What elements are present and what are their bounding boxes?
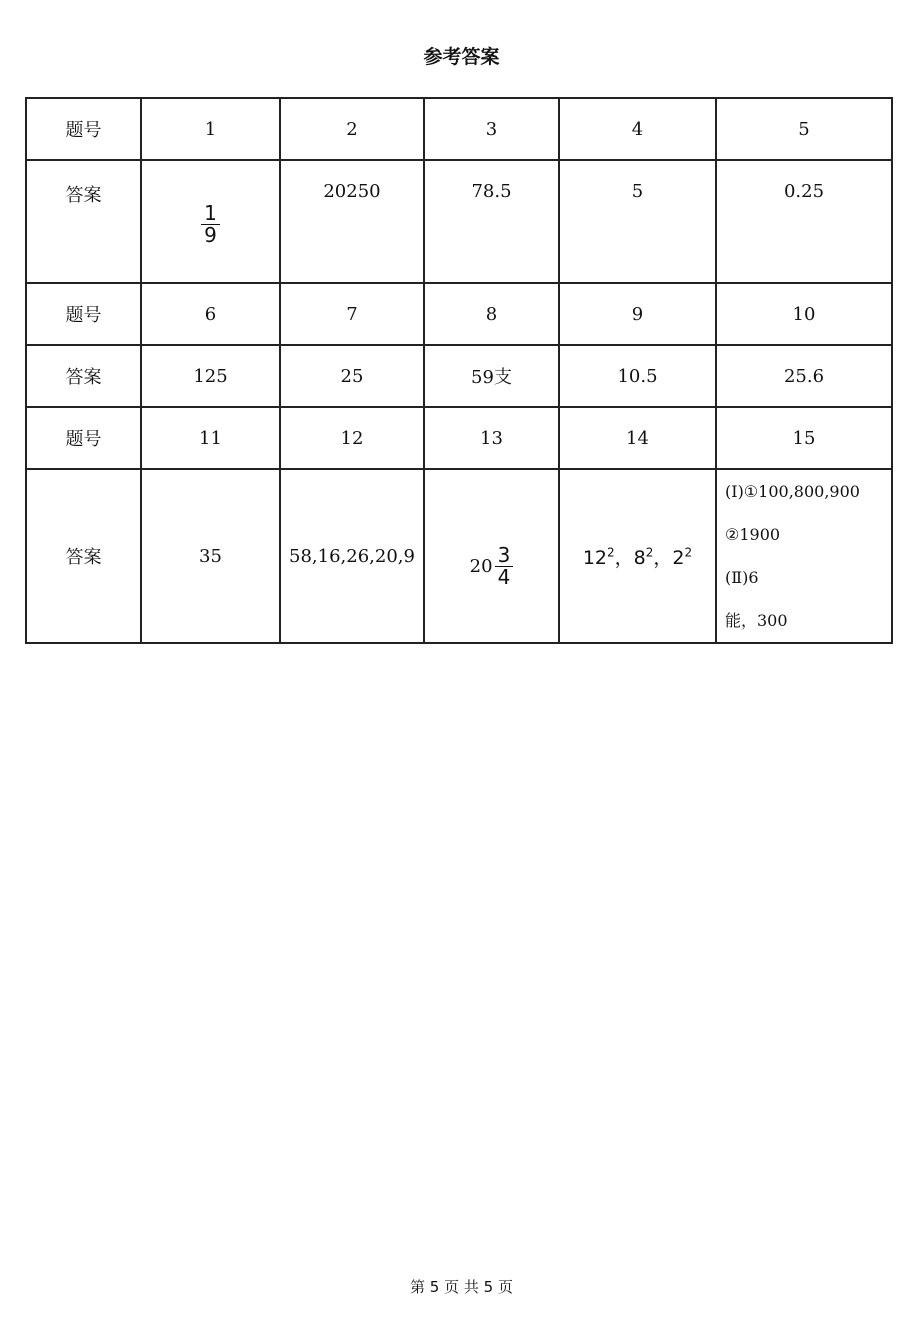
fraction-denominator: 9	[204, 223, 217, 247]
page-title: 参考答案	[423, 46, 500, 68]
square-separator: ，	[614, 546, 634, 569]
answer-table	[25, 97, 893, 644]
answer-line: (Ⅰ)①100,800,900	[725, 482, 860, 501]
question-number: 12	[280, 407, 424, 469]
square-exponent: 2	[645, 545, 654, 560]
question-row-2	[26, 283, 892, 345]
question-number: 4	[559, 98, 716, 160]
square-separator: ，	[653, 546, 673, 569]
answer-row-1	[26, 160, 892, 283]
square-base: 2	[672, 546, 685, 569]
question-number: 2	[280, 98, 424, 160]
question-number: 8	[424, 283, 559, 345]
fraction-denominator: 4	[497, 564, 511, 589]
answer-line: 能，300	[725, 611, 788, 630]
answer-cell-q1	[141, 160, 280, 283]
answer-cell-q14	[559, 469, 716, 643]
question-number: 6	[141, 283, 280, 345]
question-number: 13	[424, 407, 559, 469]
answer-cell-q2: 20250	[280, 160, 424, 283]
answer-row-2	[26, 345, 892, 407]
question-label: 题号	[26, 98, 141, 160]
answer-cell-q11: 35	[141, 469, 280, 643]
square-exponent: 2	[607, 545, 615, 560]
answer-label: 答案	[26, 160, 141, 283]
square-exponent: 2	[684, 545, 693, 560]
question-label: 题号	[26, 283, 141, 345]
fraction-numerator: 3	[495, 545, 514, 567]
question-number: 5	[716, 98, 892, 160]
answer-cell-q15	[716, 469, 892, 643]
answer-cell-q13	[424, 469, 559, 643]
question-number: 7	[280, 283, 424, 345]
answer-cell-q12: 58,16,26,20,9	[280, 469, 424, 643]
answer-label: 答案	[26, 469, 141, 643]
answer-cell-q5: 0.25	[716, 160, 892, 283]
answer-label: 答案	[26, 345, 141, 407]
answer-cell-q10: 25.6	[716, 345, 892, 407]
answer-cell-q9: 10.5	[559, 345, 716, 407]
answer-row-3	[26, 469, 892, 643]
question-number: 15	[716, 407, 892, 469]
question-label: 题号	[26, 407, 141, 469]
page-footer: 第 5 页 共 5 页	[410, 1278, 513, 1296]
square-base: 8	[633, 546, 646, 569]
question-row-3	[26, 407, 892, 469]
fraction	[495, 542, 514, 589]
answer-cell-q6: 125	[141, 345, 280, 407]
answer-line: (Ⅱ)6	[725, 568, 759, 587]
question-number: 10	[716, 283, 892, 345]
answer-cell-q7: 25	[280, 345, 424, 407]
fraction-numerator: 1	[201, 203, 220, 225]
question-number: 14	[559, 407, 716, 469]
question-row-1	[26, 98, 892, 160]
question-number: 9	[559, 283, 716, 345]
question-number: 1	[141, 98, 280, 160]
mixed-number	[469, 542, 514, 589]
mixed-whole: 20	[469, 555, 493, 577]
answer-cell-q4: 5	[559, 160, 716, 283]
question-number: 3	[424, 98, 559, 160]
square-base: 12	[582, 546, 608, 569]
answer-cell-q3: 78.5	[424, 160, 559, 283]
question-number: 11	[141, 407, 280, 469]
answer-cell-q8: 59支	[424, 345, 559, 407]
fraction	[201, 203, 220, 246]
square-list	[583, 547, 692, 569]
answer-line: ②1900	[725, 525, 781, 544]
